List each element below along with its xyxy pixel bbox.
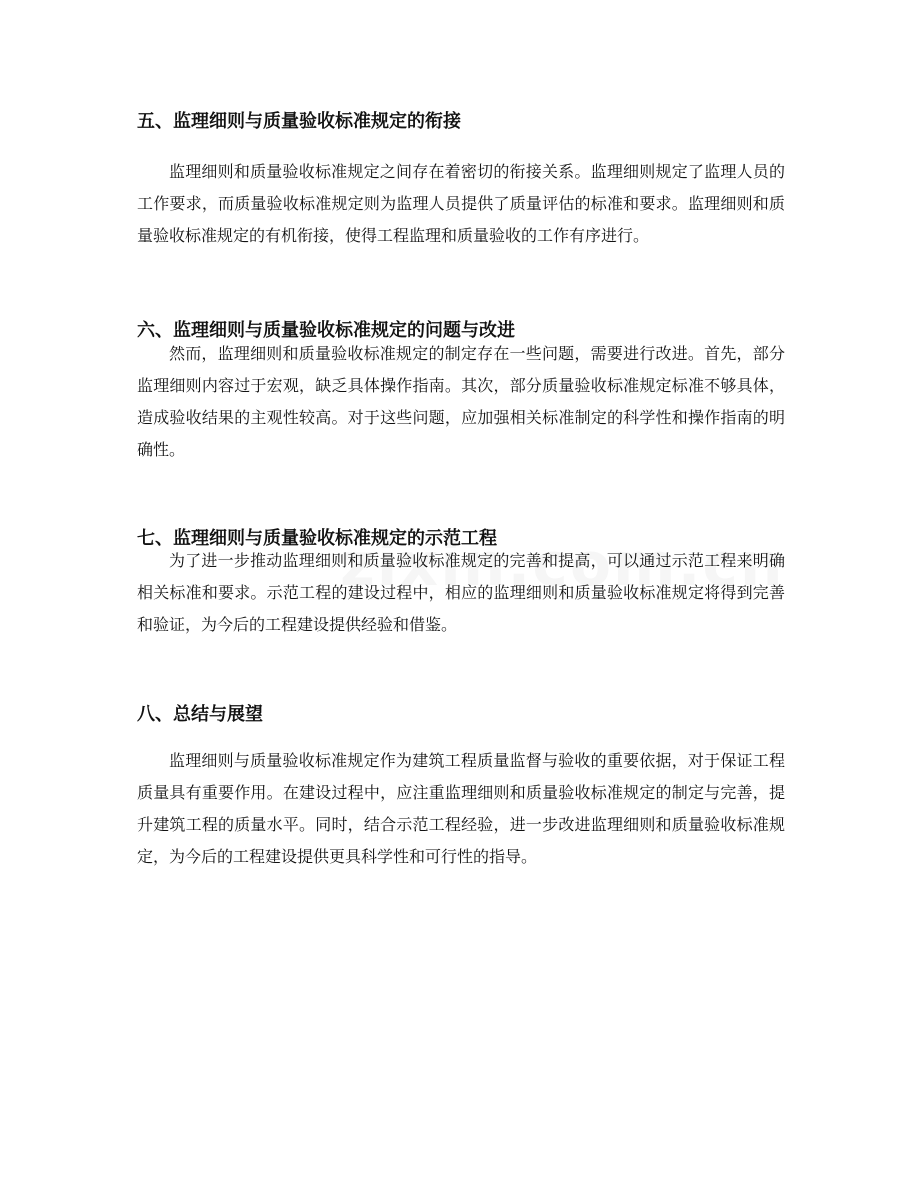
section-paragraph: 为了进一步推动监理细则和质量验收标准规定的完善和提高，可以通过示范工程来明确相关标准和要求。示范工程的建设过程中，相应的监理细则和质量验收标准规定将得到完善和验证，为今后的工程建设提供经验和借鉴。 xyxy=(137,551,785,634)
section-paragraph: 监理细则与质量验收标准规定作为建筑工程质量监督与验收的重要依据，对于保证工程质量具有重要作用。在建设过程中，应注重监理细则和质量验收标准规定的制定与完善，提升建筑工程的质量水平。同时，结合示范工程经验，进一步改进监理细则和质量验收标准规定，为今后的工程建设提供更具科学性和可行性的指导。 xyxy=(137,751,785,866)
section-heading: 五、监理细则与质量验收标准规定的衔接 xyxy=(137,111,461,132)
section-heading: 八、总结与展望 xyxy=(137,704,263,725)
section-heading: 七、监理细则与质量验收标准规定的示范工程 xyxy=(137,528,497,549)
section-paragraph: 然而，监理细则和质量验收标准规定的制定存在一些问题，需要进行改进。首先，部分监理细则内容过于宏观，缺乏具体操作指南。其次，部分质量验收标准规定标准不够具体，造成验收结果的主观性较高。对于这些问题，应加强相关标准制定的科学性和操作指南的明确性。 xyxy=(137,344,785,459)
section-paragraph: 监理细则和质量验收标准规定之间存在着密切的衔接关系。监理细则规定了监理人员的工作要求，而质量验收标准规定则为监理人员提供了质量评估的标准和要求。监理细则和质量验收标准规定的有机衔接，使得工程监理和质量验收的工作有序进行。 xyxy=(137,162,785,245)
section-heading: 六、监理细则与质量验收标准规定的问题与改进 xyxy=(137,320,515,341)
